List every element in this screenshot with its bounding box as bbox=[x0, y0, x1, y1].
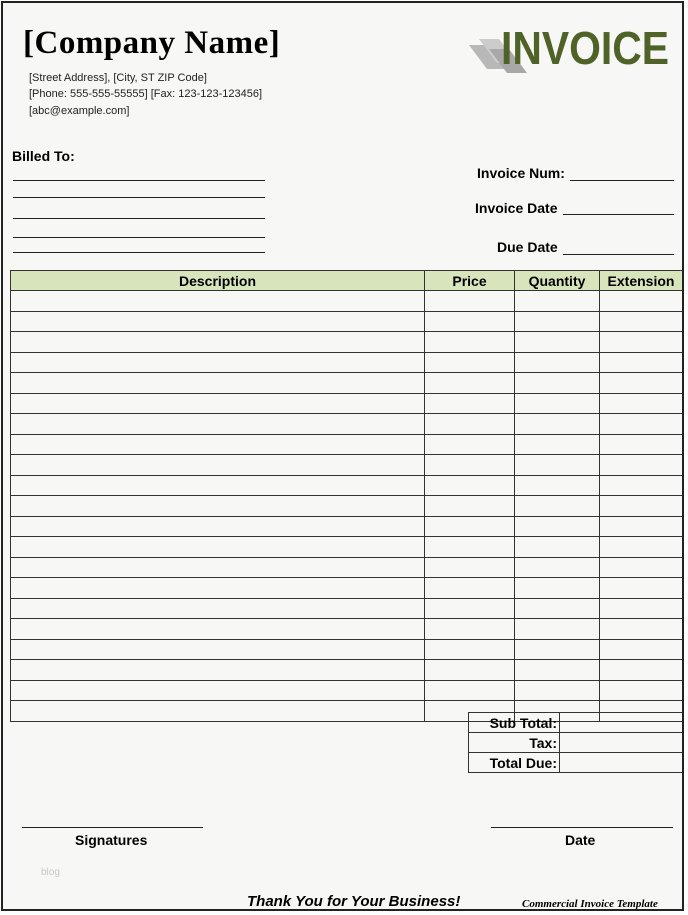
total-due-value[interactable] bbox=[560, 753, 683, 773]
table-header-row bbox=[11, 271, 683, 291]
description-cell[interactable] bbox=[11, 434, 425, 455]
description-cell[interactable] bbox=[11, 680, 425, 701]
table-row bbox=[11, 475, 683, 496]
table-row bbox=[11, 352, 683, 373]
extension-cell[interactable] bbox=[600, 475, 683, 496]
quantity-cell[interactable] bbox=[515, 393, 600, 414]
quantity-cell[interactable] bbox=[515, 352, 600, 373]
price-cell[interactable] bbox=[425, 639, 515, 660]
extension-cell[interactable] bbox=[600, 639, 683, 660]
table-row bbox=[11, 660, 683, 681]
price-cell[interactable] bbox=[425, 537, 515, 558]
description-cell[interactable] bbox=[11, 578, 425, 599]
extension-cell[interactable] bbox=[600, 373, 683, 394]
quantity-cell[interactable] bbox=[515, 455, 600, 476]
price-cell[interactable] bbox=[425, 578, 515, 599]
sub-total-value[interactable] bbox=[560, 713, 683, 733]
description-cell[interactable] bbox=[11, 455, 425, 476]
extension-cell[interactable] bbox=[600, 537, 683, 558]
table-row bbox=[11, 393, 683, 414]
price-cell[interactable] bbox=[425, 352, 515, 373]
description-cell[interactable] bbox=[11, 619, 425, 640]
price-cell[interactable] bbox=[425, 291, 515, 312]
extension-cell[interactable] bbox=[600, 557, 683, 578]
quantity-cell[interactable] bbox=[515, 414, 600, 435]
quantity-cell[interactable] bbox=[515, 660, 600, 681]
description-cell[interactable] bbox=[11, 516, 425, 537]
signature-date-line[interactable] bbox=[491, 827, 673, 828]
phone-line: [Phone: 555-555-55555] [Fax: 123-123-123456] bbox=[29, 88, 263, 100]
table-row bbox=[11, 434, 683, 455]
price-cell[interactable] bbox=[425, 496, 515, 517]
extension-cell[interactable] bbox=[600, 516, 683, 537]
column-header-quantity: Quantity bbox=[515, 271, 600, 291]
line-items-table bbox=[10, 270, 683, 722]
template-name: Commercial Invoice Template bbox=[522, 898, 658, 910]
tax-row bbox=[469, 733, 683, 753]
billed-to-label: Billed To: bbox=[12, 148, 75, 164]
quantity-cell[interactable] bbox=[515, 639, 600, 660]
table-row bbox=[11, 598, 683, 619]
description-cell[interactable] bbox=[11, 598, 425, 619]
billed-to-line[interactable] bbox=[13, 218, 265, 219]
billed-to-line[interactable] bbox=[13, 252, 265, 253]
invoice-num-field[interactable] bbox=[570, 180, 674, 181]
quantity-cell[interactable] bbox=[515, 557, 600, 578]
extension-cell[interactable] bbox=[600, 393, 683, 414]
price-cell[interactable] bbox=[425, 516, 515, 537]
invoice-num-label: Invoice Num: bbox=[477, 165, 565, 181]
description-cell[interactable] bbox=[11, 701, 425, 722]
extension-cell[interactable] bbox=[600, 311, 683, 332]
sub-total-label: Sub Total: bbox=[469, 713, 560, 733]
table-row bbox=[11, 680, 683, 701]
description-cell[interactable] bbox=[11, 557, 425, 578]
quantity-cell[interactable] bbox=[515, 680, 600, 701]
signatures-label: Signatures bbox=[75, 832, 148, 848]
totals-table bbox=[468, 712, 683, 773]
table-row bbox=[11, 557, 683, 578]
due-date-field[interactable] bbox=[563, 254, 674, 255]
quantity-cell[interactable] bbox=[515, 332, 600, 353]
column-header-extension: Extension bbox=[600, 271, 683, 291]
price-cell[interactable] bbox=[425, 475, 515, 496]
description-cell[interactable] bbox=[11, 373, 425, 394]
price-cell[interactable] bbox=[425, 332, 515, 353]
description-cell[interactable] bbox=[11, 393, 425, 414]
quantity-cell[interactable] bbox=[515, 578, 600, 599]
table-row bbox=[11, 373, 683, 394]
description-cell[interactable] bbox=[11, 332, 425, 353]
extension-cell[interactable] bbox=[600, 332, 683, 353]
due-date-label: Due Date bbox=[497, 239, 558, 255]
sub-total-row bbox=[469, 713, 683, 733]
price-cell[interactable] bbox=[425, 455, 515, 476]
company-name: [Company Name] bbox=[23, 25, 281, 61]
description-cell[interactable] bbox=[11, 496, 425, 517]
tax-value[interactable] bbox=[560, 733, 683, 753]
quantity-cell[interactable] bbox=[515, 496, 600, 517]
quantity-cell[interactable] bbox=[515, 291, 600, 312]
table-row bbox=[11, 516, 683, 537]
quantity-cell[interactable] bbox=[515, 311, 600, 332]
price-cell[interactable] bbox=[425, 680, 515, 701]
watermark: blog bbox=[41, 867, 60, 878]
extension-cell[interactable] bbox=[600, 578, 683, 599]
billed-to-line[interactable] bbox=[13, 180, 265, 181]
invoice-page bbox=[1, 1, 684, 911]
price-cell[interactable] bbox=[425, 557, 515, 578]
total-due-label: Total Due: bbox=[469, 753, 560, 773]
invoice-title: INVOICE bbox=[501, 22, 669, 74]
price-cell[interactable] bbox=[425, 393, 515, 414]
table-row bbox=[11, 455, 683, 476]
table-row bbox=[11, 578, 683, 599]
table-row bbox=[11, 619, 683, 640]
extension-cell[interactable] bbox=[600, 619, 683, 640]
extension-cell[interactable] bbox=[600, 680, 683, 701]
quantity-cell[interactable] bbox=[515, 434, 600, 455]
price-cell[interactable] bbox=[425, 660, 515, 681]
description-cell[interactable] bbox=[11, 475, 425, 496]
description-cell[interactable] bbox=[11, 291, 425, 312]
invoice-logo bbox=[465, 17, 675, 77]
tax-label: Tax: bbox=[469, 733, 560, 753]
price-cell[interactable] bbox=[425, 619, 515, 640]
description-cell[interactable] bbox=[11, 639, 425, 660]
price-cell[interactable] bbox=[425, 434, 515, 455]
table-row bbox=[11, 496, 683, 517]
table-row bbox=[11, 537, 683, 558]
email-line: [abc@example.com] bbox=[29, 105, 130, 117]
signature-date-label: Date bbox=[565, 832, 596, 848]
extension-cell[interactable] bbox=[600, 598, 683, 619]
table-row bbox=[11, 311, 683, 332]
extension-cell[interactable] bbox=[600, 414, 683, 435]
table-row bbox=[11, 291, 683, 312]
description-cell[interactable] bbox=[11, 660, 425, 681]
quantity-cell[interactable] bbox=[515, 373, 600, 394]
table-row bbox=[11, 414, 683, 435]
quantity-cell[interactable] bbox=[515, 516, 600, 537]
price-cell[interactable] bbox=[425, 373, 515, 394]
table-row bbox=[11, 639, 683, 660]
thank-you-message: Thank You for Your Business! bbox=[247, 893, 461, 910]
extension-cell[interactable] bbox=[600, 352, 683, 373]
extension-cell[interactable] bbox=[600, 660, 683, 681]
signature-line[interactable] bbox=[22, 827, 203, 828]
price-cell[interactable] bbox=[425, 414, 515, 435]
description-cell[interactable] bbox=[11, 537, 425, 558]
extension-cell[interactable] bbox=[600, 434, 683, 455]
extension-cell[interactable] bbox=[600, 455, 683, 476]
extension-cell[interactable] bbox=[600, 291, 683, 312]
billed-to-line[interactable] bbox=[13, 237, 265, 238]
quantity-cell[interactable] bbox=[515, 475, 600, 496]
billed-to-line[interactable] bbox=[13, 197, 265, 198]
price-cell[interactable] bbox=[425, 311, 515, 332]
column-header-description: Description bbox=[11, 271, 425, 291]
description-cell[interactable] bbox=[11, 311, 425, 332]
description-cell[interactable] bbox=[11, 352, 425, 373]
total-due-row bbox=[469, 753, 683, 773]
table-row bbox=[11, 332, 683, 353]
address-line: [Street Address], [City, ST ZIP Code] bbox=[29, 72, 207, 84]
invoice-date-field[interactable] bbox=[563, 214, 674, 215]
quantity-cell[interactable] bbox=[515, 598, 600, 619]
column-header-price: Price bbox=[425, 271, 515, 291]
quantity-cell[interactable] bbox=[515, 619, 600, 640]
extension-cell[interactable] bbox=[600, 496, 683, 517]
line-items-body bbox=[11, 291, 683, 722]
quantity-cell[interactable] bbox=[515, 537, 600, 558]
price-cell[interactable] bbox=[425, 598, 515, 619]
invoice-date-label: Invoice Date bbox=[475, 200, 558, 216]
description-cell[interactable] bbox=[11, 414, 425, 435]
